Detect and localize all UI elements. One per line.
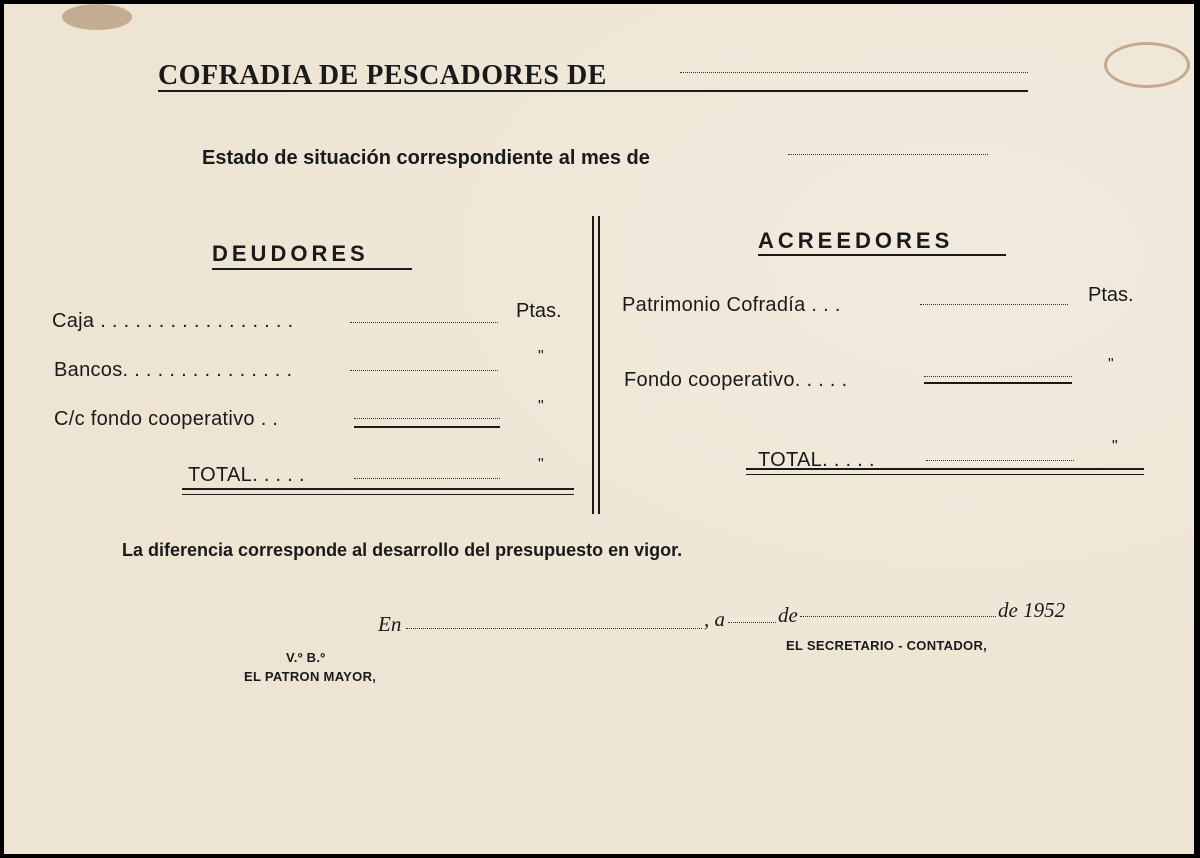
- deudores-total-rule: [182, 488, 574, 490]
- month-fill-line[interactable]: [788, 154, 988, 155]
- month-statement-label: Estado de situación correspondiente al mes de: [202, 147, 650, 169]
- caja-label: Caja . . . . . . . . . . . . . . . . .: [52, 310, 294, 332]
- column-divider-2: [598, 216, 600, 514]
- acreedores-heading: ACREEDORES: [758, 228, 954, 253]
- cc-fondo-ditto: ": [538, 398, 544, 415]
- caja-unit: Ptas.: [516, 300, 562, 322]
- deudores-total-line[interactable]: [354, 478, 500, 479]
- bancos-ditto: ": [538, 348, 544, 365]
- vobo-label: V.º B.º: [286, 650, 326, 665]
- deudores-heading: DEUDORES: [212, 241, 369, 266]
- bancos-amount-line[interactable]: [350, 370, 498, 371]
- bancos-label: Bancos. . . . . . . . . . . . . . .: [54, 359, 293, 381]
- cc-fondo-label: C/c fondo cooperativo . .: [54, 408, 279, 430]
- deudores-underline: [212, 268, 412, 270]
- patrimonio-label: Patrimonio Cofradía . . .: [622, 294, 841, 316]
- form-sheet: [4, 4, 1194, 854]
- title-underline: [158, 90, 1028, 92]
- secretario-label: EL SECRETARIO - CONTADOR,: [786, 638, 988, 653]
- column-divider: [592, 216, 594, 514]
- fondo-coop-underline: [924, 382, 1072, 384]
- cc-fondo-underline: [354, 426, 500, 428]
- stain-top-right: [1104, 42, 1190, 88]
- patrimonio-unit: Ptas.: [1088, 284, 1134, 306]
- place-prefix: En: [378, 612, 402, 636]
- place-fill-line[interactable]: [406, 628, 702, 629]
- fondo-coop-label: Fondo cooperativo. . . . .: [624, 369, 848, 391]
- form-title: COFRADIA DE PESCADORES DE: [158, 60, 607, 91]
- cc-fondo-amount-line[interactable]: [354, 418, 500, 419]
- deudores-total-ditto: ": [538, 456, 544, 473]
- deudores-total-rule-2: [182, 494, 574, 495]
- patrimonio-amount-line[interactable]: [920, 304, 1068, 305]
- fondo-coop-ditto: ": [1108, 356, 1114, 373]
- acreedores-total-rule: [746, 468, 1144, 470]
- month-date-fill-line[interactable]: [800, 616, 996, 617]
- difference-note: La diferencia corresponde al desarrollo del presupuesto en vigor.: [122, 540, 683, 560]
- acreedores-total-line[interactable]: [926, 460, 1074, 461]
- date-year: de 1952: [998, 598, 1066, 622]
- date-a: , a: [704, 607, 725, 631]
- acreedores-total-label: TOTAL. . . . .: [758, 449, 875, 471]
- patron-mayor-label: EL PATRON MAYOR,: [244, 669, 377, 684]
- day-fill-line[interactable]: [728, 622, 776, 623]
- stain-top-left: [62, 4, 132, 30]
- acreedores-total-ditto: ": [1112, 438, 1118, 455]
- deudores-total-label: TOTAL. . . . .: [188, 464, 305, 486]
- title-fill-line[interactable]: [680, 72, 1028, 73]
- caja-amount-line[interactable]: [350, 322, 498, 323]
- date-de: de: [778, 603, 798, 627]
- acreedores-total-rule-2: [746, 474, 1144, 475]
- fondo-coop-amount-line[interactable]: [924, 376, 1072, 377]
- acreedores-underline: [758, 254, 1006, 256]
